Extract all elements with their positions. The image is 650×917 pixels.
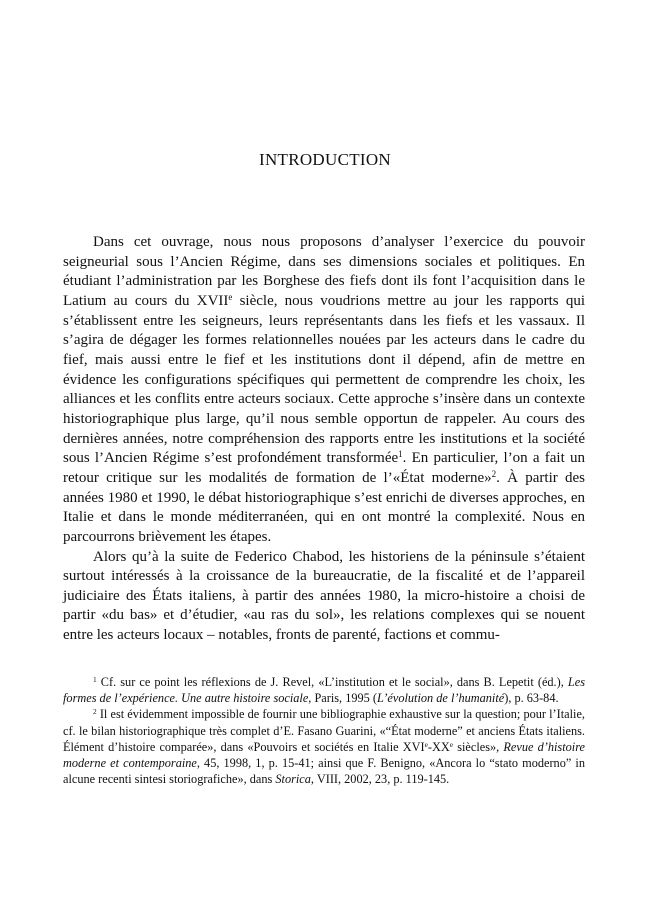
paragraph-1 xyxy=(63,233,585,548)
text-segment: , 45, 1998, 1, p. 15-41; ainsi que F. Benigno, «Ancora lo “stato moderno” in alcune recenti sintesi storiografiche», dans xyxy=(63,756,585,787)
footnote-2 xyxy=(63,706,585,787)
text-segment: Dans cet ouvrage, nous nous proposons d’analyser l’exercice du pouvoir seigneurial sous l’Ancien Régime, dans ses dimensions sociales et politiques. En étudiant l’administration par les Borghese des fiefs dont ils font l’acquisition dans le Latium au cours du XVII xyxy=(63,234,585,309)
italic-title: Revue d’histoire moderne et contemporaine xyxy=(63,739,585,771)
footnote-ref-2[interactable]: 2 xyxy=(491,468,497,479)
page-title: INTRODUCTION xyxy=(258,150,392,169)
main-text xyxy=(63,233,585,646)
paragraph-2: Alors qu’à la suite de Federico Chabod, les historiens de la péninsule s’étaient surtout intéressés à la croissance de la bureaucratie, de la fiscalité et de l’appareil judiciaire des États italiens, à partir des années 1980, la micro-histoire a choisi de partir «du bas» et d’étudier, «au ras du sol», les relations complexes qui se nouent entre les acteurs locaux – notables, fronts de parenté, factions et commu- xyxy=(63,548,585,644)
footnotes xyxy=(63,674,585,787)
footnote-ref-1[interactable]: 1 xyxy=(398,449,403,460)
text-segment: Il est évidemment impossible de fournir une bibliographie exhaustive sur la question; pour l’Italie, cf. le bilan historiographique très complet d’E. Fasano Guarini, «“État moderne” et anciens États italiens. Élément d’histoire comparée», dans «Pouvoirs et sociétés en Italie XVI xyxy=(63,707,585,754)
footnote-number: 1 xyxy=(93,674,97,684)
italic-title: L’évolution de l’humanité xyxy=(376,691,505,706)
text-segment: siècles», xyxy=(453,739,504,754)
text-segment: , VIII, 2002, 23, p. 119-145. xyxy=(310,772,450,787)
superscript: e xyxy=(228,292,233,303)
italic-title: Les formes de l’expérience. Une autre histoire sociale xyxy=(63,675,585,706)
text-segment: ), p. 63-84. xyxy=(504,691,559,706)
text-segment: siècle, nous voudrions mettre au jour les rapports qui s’établissent entre les seigneurs, leurs représentants dans les fiefs et les vassaux. Il s’agira de dégager les formes relationnelles nouées par les acteurs dans le cadre du fief, mais aussi entre le fief et les institutions dont il dépend, afin de mettre en évidence les configurations spécifiques qui permettent de comprendre les choix, les alliances et les conflits entre acteurs sociaux. Cette approche s’insère dans un contexte historiographique plus large, qu’il nous semble opportun de rappeler. Au cours des dernières années, notre compréhension des rapports entre les institutions et la société sous l’Ancien Régime s’est profondément transformée xyxy=(63,292,585,467)
text-segment: Cf. sur ce point les réflexions de J. Revel, «L’institution et le social», dans B. Lepetit (éd.), xyxy=(96,675,568,689)
superscript: e xyxy=(449,739,454,749)
text-segment: . À partir des années 1980 et 1990, le débat historiographique s’est enrichi de diverses approches, en Italie et dans le monde méditerranéen, qui en ont montré la complexité. Nous en parcourrons brièvement les étapes. xyxy=(63,469,585,545)
text-segment: , Paris, 1995 ( xyxy=(308,691,377,706)
footnote-number: 2 xyxy=(93,707,97,717)
text-segment: . En particulier, l’on a fait un retour critique sur les modalités de formation de l’«État moderne» xyxy=(63,450,585,486)
footnote-1 xyxy=(63,674,585,706)
text-segment: -XX xyxy=(427,739,450,754)
superscript: e xyxy=(424,739,428,749)
italic-title: Storica xyxy=(275,772,311,787)
